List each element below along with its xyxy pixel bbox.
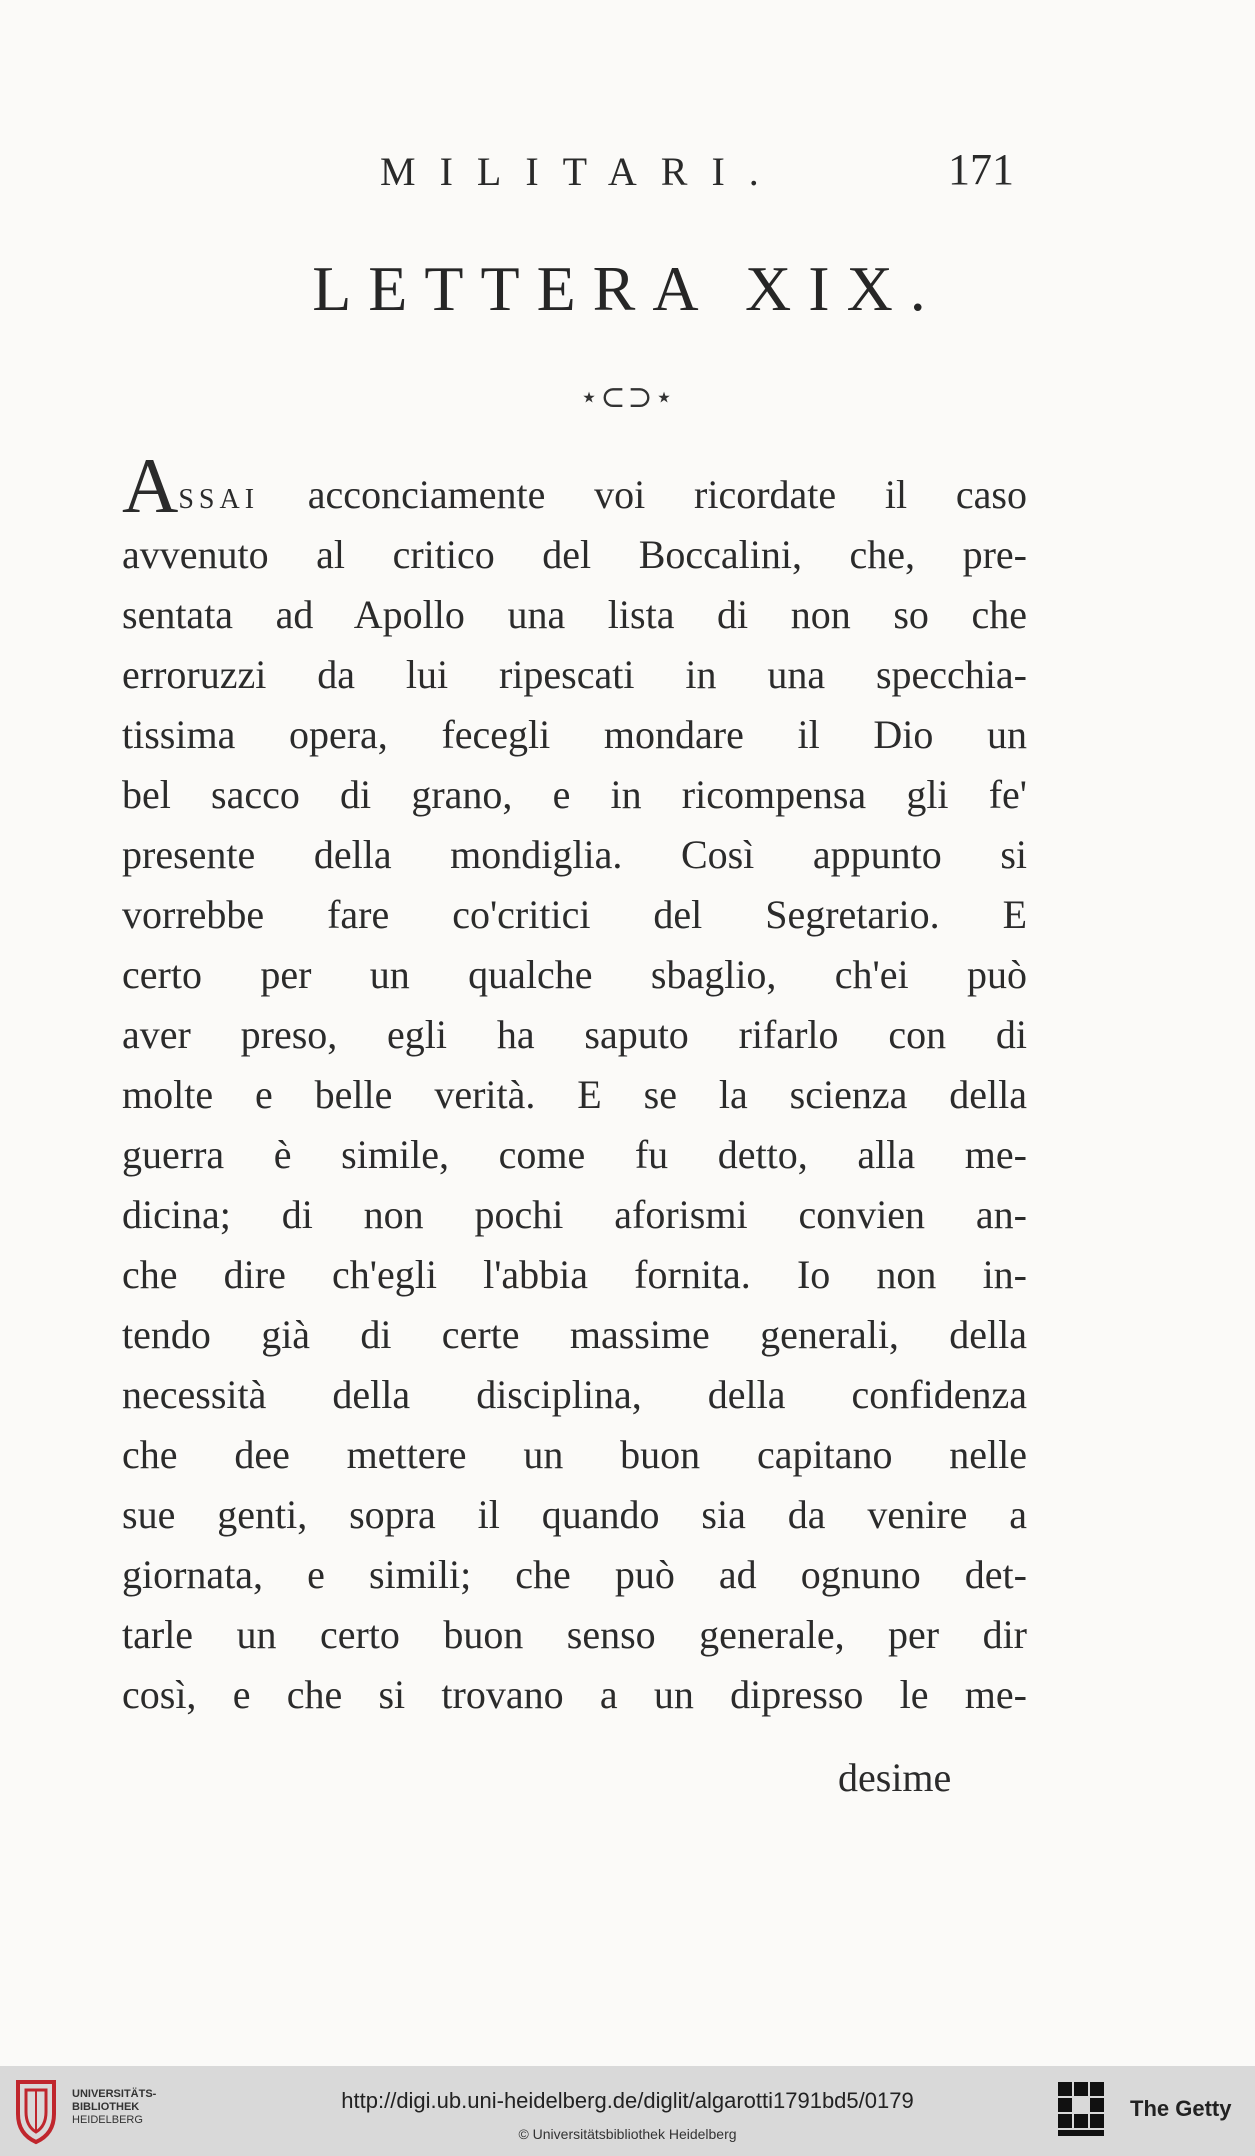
library-name-line: UNIVERSITÄTS-	[72, 2088, 157, 2100]
text-line: presente della mondiglia. Così appunto si	[122, 832, 1027, 877]
permalink-url[interactable]: http://digi.ub.uni-heidelberg.de/diglit/algarotti1791bd5/0179	[341, 2088, 914, 2113]
footer-bar	[0, 2066, 1255, 2156]
running-head: MILITARI.	[380, 149, 783, 194]
getty-logo-icon[interactable]	[1056, 2080, 1106, 2142]
text-line: che dee mettere un buon capitano nelle	[122, 1432, 1027, 1477]
letter-body	[122, 442, 1027, 1725]
library-name-line: BIBLIOTHEK	[72, 2101, 140, 2113]
partner-name[interactable]: The Getty	[1130, 2096, 1232, 2121]
text-line: tarle un certo buon senso generale, per dir	[122, 1612, 1027, 1657]
text-line: erroruzzi da lui ripescati in una specchia-	[122, 652, 1027, 697]
text-line: dicina; di non pochi aforismi convien an-	[122, 1192, 1027, 1237]
page-number: 171	[948, 145, 1014, 194]
text-line: che dire ch'egli l'abbia fornita. Io non in-	[122, 1252, 1027, 1297]
text-line: tissima opera, fecegli mondare il Dio un	[122, 712, 1027, 757]
text-line-content: acconciamente voi ricordate il caso	[259, 472, 1027, 517]
text-line: guerra è simile, come fu detto, alla me-	[122, 1132, 1027, 1177]
text-line: bel sacco di grano, e in ricompensa gli fe'	[122, 772, 1027, 817]
text-line: aver preso, egli ha saputo rifarlo con di	[122, 1012, 1027, 1057]
text-line: avvenuto al critico del Boccalini, che, pre-	[122, 532, 1027, 577]
text-line: tendo già di certe massime generali, della	[122, 1312, 1027, 1357]
small-caps-word: SSAI	[178, 484, 260, 515]
text-line: vorrebbe fare co'critici del Segretario. E	[122, 892, 1027, 937]
text-line: sentata ad Apollo una lista di non so che	[122, 592, 1027, 637]
text-line: sue genti, sopra il quando sia da venire a	[122, 1492, 1027, 1537]
drop-cap: A	[122, 442, 179, 529]
text-line: così, e che si trovano a un dipresso le me-	[122, 1672, 1027, 1717]
letter-heading: LETTERA XIX.	[312, 253, 943, 324]
text-line: necessità della disciplina, della confidenza	[122, 1372, 1027, 1417]
catchword: desime	[838, 1755, 952, 1800]
text-line: giornata, e simili; che può ad ognuno det-	[122, 1552, 1027, 1597]
copyright-notice: © Universitätsbibliothek Heidelberg	[518, 2126, 737, 2142]
ornament-divider: ⋆⊂⊃⋆	[579, 380, 676, 415]
text-line: certo per un qualche sbaglio, ch'ei può	[122, 952, 1027, 997]
text-line	[122, 442, 1027, 529]
text-line: molte e belle verità. E se la scienza della	[122, 1072, 1027, 1117]
library-name-line: HEIDELBERG	[72, 2114, 143, 2126]
